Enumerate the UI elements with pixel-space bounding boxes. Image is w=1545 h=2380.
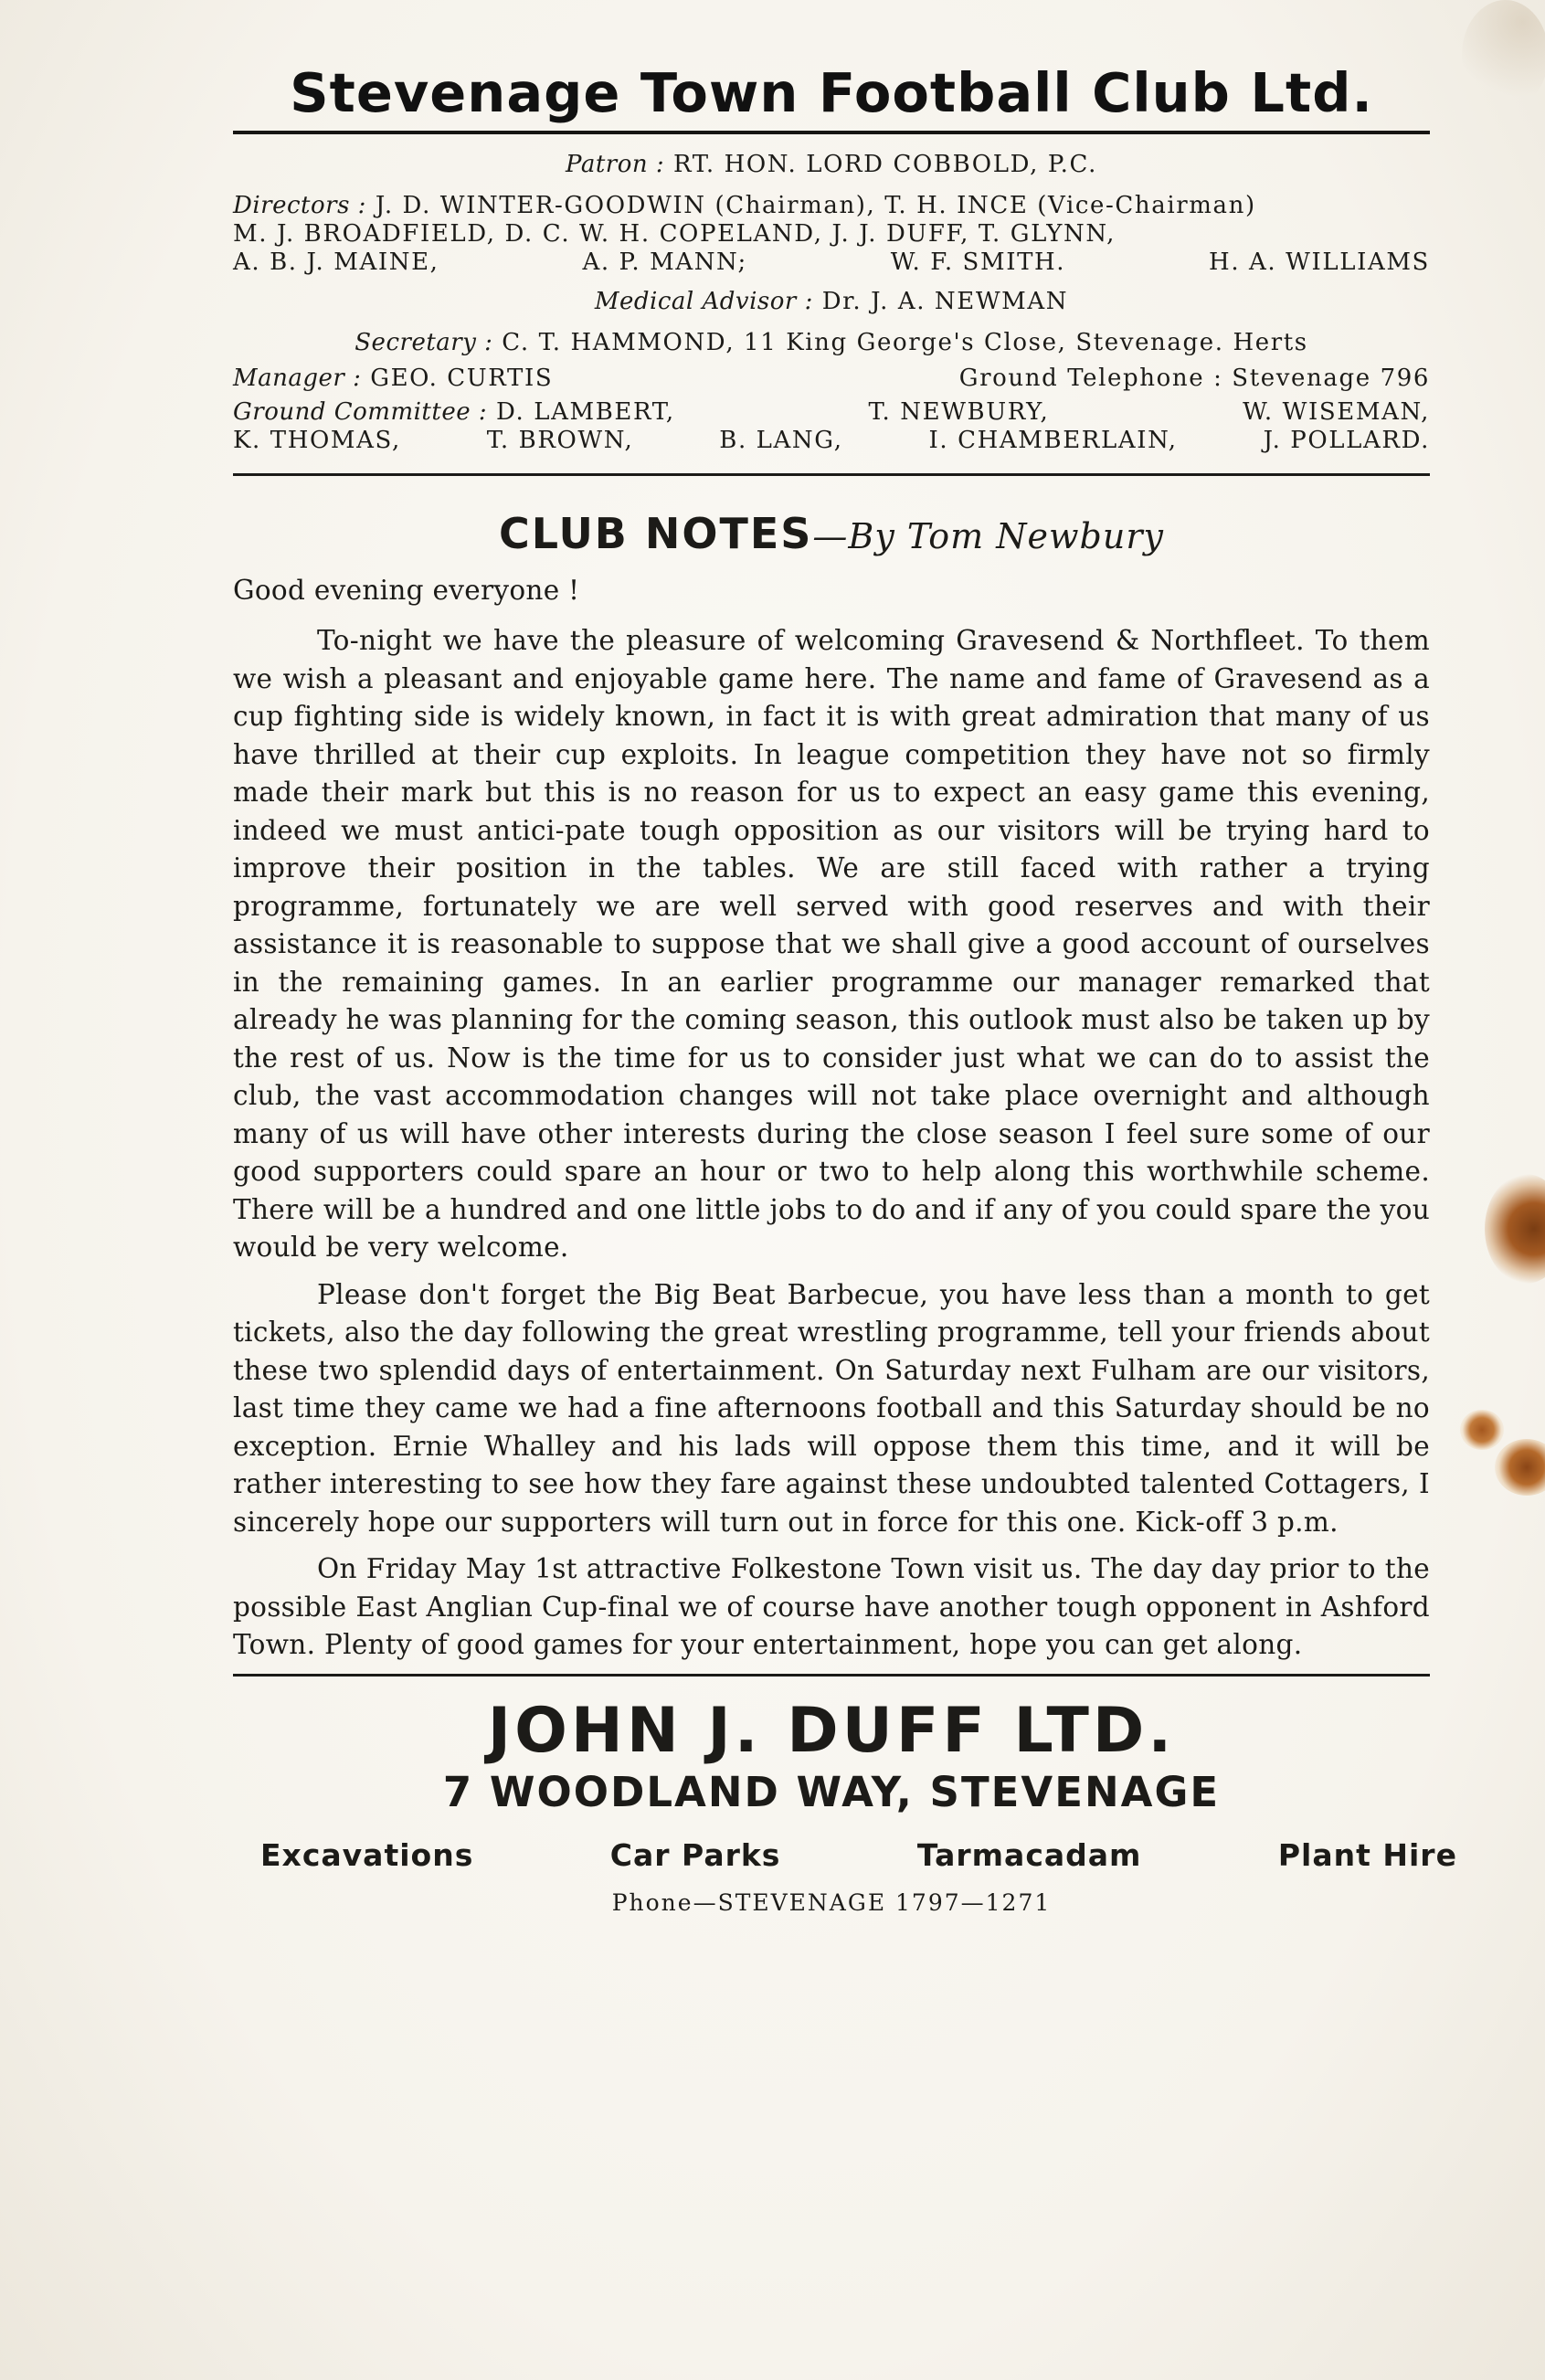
committee-member: T. NEWBURY, [868, 397, 1050, 426]
club-notes-body [233, 572, 1430, 1665]
directors-line-2: M. J. BROADFIELD, D. C. W. H. COPELAND, J. J. DUFF, T. GLYNN, [233, 219, 1116, 248]
advert-service: Tarmacadam [916, 1836, 1142, 1873]
club-name-heading: Stevenage Town Football Club Ltd. [290, 61, 1373, 124]
greeting: Good evening everyone ! [233, 574, 580, 606]
ground-committee-line-1 [233, 398, 1430, 427]
manager-line [233, 365, 1430, 393]
notes-paragraph: To-night we have the pleasure of welcoming Gravesend & Northfleet. To them we wish a pleasant and enjoyable game here. The name and fame of Gravesend as a cup fighting side is widely known, in fact it is with great admiration that many of us have thrilled at their cup exploits. In league competition they have not so firmly made their mark but this is no reason for us to expect an easy game this evening, indeed we must antici-pate tough opposition as our visitors will be trying hard to improve their position in the tables. We are still faced with rather a trying programme, fortunately we are well served with good reserves and with their assistance it is reasonable to suppose that we shall give a good account of ourselves in the remaining games. In an earlier programme our manager remarked that already he was planning for the coming season, this outlook must also be taken up by the rest of us. Now is the time for us to consider just what we can do to assist the club, the vast accommodation changes will not take place overnight and although many of us will have other interests during the close season I feel sure some of our good supporters could spare an hour or two to help along this worthwhile scheme. There will be a hundred and one little jobs to do and if any of you could spare the you would be very welcome. [233, 625, 1430, 1264]
medical-advisor-name: Dr. J. A. NEWMAN [821, 287, 1069, 315]
secretary-line [233, 329, 1430, 357]
advert-service: Plant Hire [1277, 1836, 1457, 1873]
club-notes-byline: —By Tom Newbury [812, 515, 1164, 556]
committee-member: T. BROWN, [486, 426, 634, 454]
paper-stain [1460, 1410, 1504, 1450]
notes-paragraph: On Friday May 1st attractive Folkestone Town visit us. The day day prior to the possible East Anglian Cup-final we of course have another tough opponent in Ashford Town. Plenty of good games for your entertainment, hope you can get along. [233, 1553, 1430, 1661]
committee-member: K. THOMAS, [233, 426, 401, 454]
club-notes-title [233, 509, 1430, 561]
manager-label: Manager : [233, 364, 362, 392]
director-name: W. F. SMITH. [890, 248, 1066, 276]
ground-committee-line-2 [233, 427, 1430, 455]
paper-stain [1495, 1439, 1545, 1496]
advert-address: 7 WOODLAND WAY, STEVENAGE [442, 1767, 1221, 1816]
paper-stain [1462, 0, 1545, 110]
committee-member: B. LANG, [719, 426, 843, 454]
advert-service: Excavations [260, 1836, 474, 1873]
medical-advisor-label: Medical Advisor : [594, 287, 813, 315]
committee-member: D. LAMBERT, [496, 397, 675, 426]
committee-member: I. CHAMBERLAIN, [928, 426, 1178, 454]
advert-rule [233, 1674, 1430, 1677]
directors-line-1 [233, 192, 1430, 220]
director-name: A. B. J. MAINE, [233, 248, 439, 276]
directors-label: Directors : [233, 191, 366, 219]
manager-group [233, 365, 553, 393]
heading-rule [233, 131, 1430, 134]
directors-names-1: J. D. WINTER-GOODWIN (Chairman), T. H. INCE (Vice-Chairman) [375, 191, 1256, 219]
secretary-label: Secretary : [355, 328, 493, 356]
patron-name: RT. HON. LORD COBBOLD, P.C. [673, 150, 1097, 178]
club-notes-heading: CLUB NOTES [499, 508, 813, 558]
patron-line [233, 151, 1430, 179]
director-name: H. A. WILLIAMS [1209, 248, 1430, 276]
medical-advisor-line [233, 288, 1430, 316]
notes-paragraph: Please don't forget the Big Beat Barbecue, you have less than a month to get tickets, also the day following the great wrestling programme, tell your friends about these two splendid days of entertainment. On Saturday next Fulham are our visitors, last time they came we had a fine afternoons football and this Saturday should be no exception. Ernie Whalley and his lads will oppose them this time, and it will be rather interesting to see how they fare against these undoubted talented Cottagers, I sincerely hope our supporters will turn out in force for this one. Kick-off 3 p.m. [233, 1278, 1430, 1538]
paper-stain [1485, 1174, 1545, 1284]
page-content [233, 61, 1457, 1916]
ground-committee-group [233, 398, 675, 427]
directors-line-3 [233, 249, 1430, 277]
advert-service: Car Parks [609, 1836, 781, 1873]
advert-services [233, 1836, 1457, 1873]
manager-name: GEO. CURTIS [370, 364, 554, 392]
section-rule [233, 473, 1430, 476]
committee-member: W. WISEMAN, [1243, 397, 1430, 426]
advert-company-name: JOHN J. DUFF LTD. [487, 1694, 1176, 1767]
ground-telephone: Ground Telephone : Stevenage 796 [958, 364, 1430, 392]
director-name: A. P. MANN; [582, 248, 747, 276]
secretary-details: C. T. HAMMOND, 11 King George's Close, Stevenage. Herts [502, 328, 1308, 356]
committee-member: J. POLLARD. [1263, 426, 1430, 454]
advert-phone: Phone—STEVENAGE 1797—1271 [611, 1888, 1052, 1916]
patron-label: Patron : [566, 150, 665, 178]
ground-committee-label: Ground Committee : [233, 397, 488, 426]
